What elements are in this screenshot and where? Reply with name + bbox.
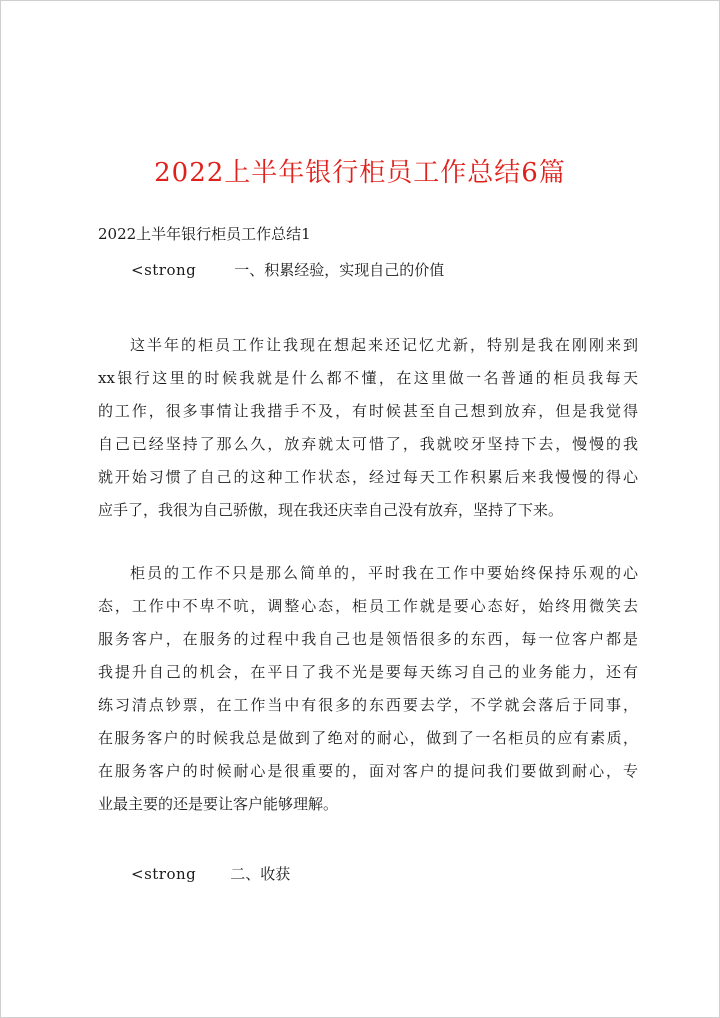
paragraph-line: 柜员的工作不只是那么简单的，平时我在工作中要始终保持乐观的心 — [130, 564, 638, 582]
paragraph-line: 服务客户，在服务的过程中我自己也是领悟很多的东西，每一位客户都是 — [98, 630, 638, 648]
paragraph-line: 业最主要的还是要让客户能够理解。 — [98, 795, 339, 813]
paragraph-line: 在服务客户的时候耐心是很重要的，面对客户的提问我们要做到耐心，专 — [98, 762, 638, 780]
section-2-heading: 二、收获 — [230, 865, 291, 883]
paragraph-1 — [98, 329, 638, 527]
paragraph-line: 这半年的柜员工作让我现在想起来还记忆尤新，特别是我在刚刚来到 — [130, 336, 638, 354]
section-heading-1 — [131, 259, 444, 281]
section-1-tag: <strong — [131, 261, 197, 279]
paragraph-line: 态，工作中不卑不吭，调整心态，柜员工作就是要心态好，始终用微笑去 — [98, 597, 638, 615]
section-2-tag: <strong — [131, 865, 197, 883]
document-title: 2022上半年银行柜员工作总结6篇 — [154, 158, 566, 188]
paragraph-line: 应手了，我很为自己骄傲，现在我还庆幸自己没有放弃，坚持了下来。 — [98, 501, 564, 519]
paragraph-line: 就开始习惯了自己的这种工作状态，经过每天工作积累后来我慢慢的得心 — [98, 468, 638, 486]
section-heading-2 — [131, 863, 290, 885]
paragraph-line: 练习清点钞票，在工作当中有很多的东西要去学，不学就会落后于同事， — [98, 696, 638, 714]
document-subtitle: 2022上半年银行柜员工作总结1 — [98, 225, 311, 243]
paragraph-2 — [98, 557, 638, 821]
paragraph-line: 我提升自己的机会，在平日了我不光是要每天练习自己的业务能力，还有 — [98, 663, 638, 681]
paragraph-line: xx银行这里的时候我就是什么都不懂，在这里做一名普通的柜员我每天 — [98, 369, 638, 387]
paragraph-line: 在服务客户的时候我总是做到了绝对的耐心，做到了一名柜员的应有素质， — [98, 729, 638, 747]
paragraph-line: 自己已经坚持了那么久，放弃就太可惜了，我就咬牙坚持下去，慢慢的我 — [98, 435, 638, 453]
paragraph-line: 的工作，很多事情让我措手不及，有时候甚至自己想到放弃，但是我觉得 — [98, 402, 638, 420]
section-1-heading: 一、积累经验，实现自己的价值 — [234, 261, 445, 279]
